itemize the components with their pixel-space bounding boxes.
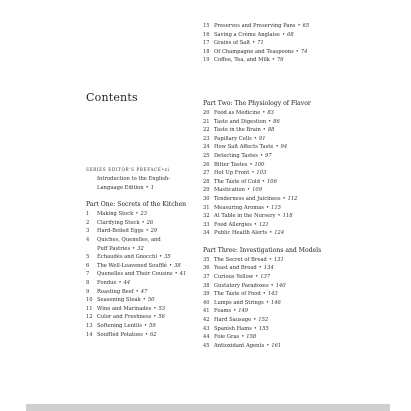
separator-dot: • [145,184,149,191]
chapter-number: 35 [203,256,210,263]
toc-entry [86,253,206,262]
chapter-title: Yeast and Bread [214,265,257,272]
toc-entry [203,229,383,238]
page-number: 103 [256,170,267,177]
separator-dot: • [143,322,148,329]
page-number: 62 [150,331,157,338]
chapter-title: Color and Freshness [97,314,152,321]
intro-entry-line1 [86,175,206,184]
chapter-title: Hot Up Front [214,170,250,177]
chapter-title: Food as Medicine [214,109,261,116]
chapter-title: Preserves and Preserving Pans [214,23,296,29]
chapter-number: 12 [86,314,93,321]
chapter-number: 38 [203,282,210,289]
chapter-number: 41 [203,308,210,315]
chapter-number: 3 [86,228,90,235]
toc-entry [203,126,383,135]
page-number: 115 [271,204,281,211]
page-number: 41 [179,271,187,278]
page-number: 140 [275,282,286,289]
separator-dot: • [269,230,273,237]
separator-dot: • [268,118,272,125]
chapter-title: Taste in the Brain [214,127,261,134]
page-number: 109 [252,187,262,194]
separator-dot: • [142,297,146,304]
page-number: 94 [280,144,288,151]
toc-entry [203,307,383,316]
separator-dot: • [145,228,149,235]
separator-dot: • [262,127,266,134]
separator-dot: • [118,279,122,286]
toc-entry [203,342,383,351]
page-number: 97 [265,152,272,159]
separator-dot: • [277,213,281,220]
separator-dot: • [282,31,286,38]
page-number: 32 [137,245,144,252]
page-number: 44 [123,279,131,286]
chapter-number: 28 [203,178,210,185]
separator-dot: • [132,245,136,252]
intro-entry-line2 [86,184,206,193]
separator-dot: • [282,195,286,202]
toc-entry [203,333,383,342]
chapter-number: 15 [203,23,210,29]
page-number: 76 [276,57,284,64]
page-number: 118 [282,213,293,220]
chapter-number: 4 [86,236,90,243]
separator-dot: • [253,325,257,332]
separator-dot: • [271,57,275,64]
series-preface-page: xi [164,167,170,172]
separator-dot: • [259,152,264,159]
toc-entry [86,331,206,340]
toc-entry [203,212,383,221]
chapter-title: Wine and Marinades [97,305,152,312]
separator-dot: • [252,40,256,47]
chapter-number: 22 [203,127,210,134]
chapter-number: 10 [86,297,93,304]
toc-entry [203,186,383,195]
page-number: 131 [273,256,284,263]
contents-left-column [86,166,206,339]
toc-entry [86,313,206,322]
page-number: 38 [174,262,181,269]
chapter-title: Mastication [214,187,246,194]
chapter-number: 45 [203,342,210,349]
separator-dot: • [249,161,253,168]
contents-right-column [203,22,383,350]
page-number: 56 [158,314,165,321]
toc-entry [203,256,383,265]
chapter-title: Hard Sausage [214,317,252,324]
chapter-title: Of Champagne and Teaspoons [214,48,294,55]
intro-text-line1: Introduction to the English- [97,176,171,182]
page-number: 68 [287,31,294,38]
chapter-title: Softening Lentils [97,322,142,329]
separator-dot: • [253,135,257,142]
page-number: 53 [158,305,166,312]
page-number: 74 [300,48,308,55]
separator-dot: • [161,167,165,172]
page-number: 134 [263,265,274,272]
separator-dot: • [258,265,262,272]
page-number: 158 [246,334,257,341]
chapter-title: Quenelles and Their Cousins [97,271,173,278]
chapter-number: 7 [86,271,90,278]
toc-entry [203,264,383,273]
toc-entry [86,279,206,288]
toc-entry [203,178,383,187]
separator-dot: • [247,187,251,194]
chapter-number: 34 [203,230,210,237]
toc-entry [86,262,206,271]
chapter-number: 19 [203,57,210,64]
series-preface-entry [86,166,206,174]
chapter-title: The Well-Leavened Soufflé [97,262,167,269]
separator-dot: • [135,288,139,295]
intro-page: 1 [150,184,155,191]
toc-entry [86,305,206,314]
toc-entry [203,56,383,65]
separator-dot: • [295,48,299,55]
page-number: 124 [274,230,285,237]
separator-dot: • [262,109,266,116]
toc-entry [203,299,383,308]
chapter-title: Tenderness and Juiciness [214,195,281,202]
separator-dot: • [251,170,255,177]
separator-dot: • [169,262,173,269]
toc-entry [203,48,383,57]
page-number: 59 [149,322,156,329]
separator-dot: • [135,211,139,218]
chapter-number: 9 [86,288,90,295]
toc-entry [203,273,383,282]
page-number: 155 [258,325,269,332]
chapter-title: Quiches, Quenelles, and [97,236,161,243]
chapter-number: 27 [203,170,210,177]
separator-dot: • [255,274,259,281]
chapter-title: Food Allergies [214,221,252,228]
toc-entry [203,169,383,178]
separator-dot: • [265,204,270,211]
page-number: 137 [260,274,271,281]
chapter-number: 37 [203,274,210,281]
part-one-entry-list [86,210,206,339]
chapter-number: 30 [203,195,210,202]
separator-dot: • [262,291,266,298]
chapter-number: 36 [203,265,210,272]
chapter-title: Coffee, Tea, and Milk [214,57,270,64]
toc-entry [203,152,383,161]
part-one-heading: Part One: Secrets of the Kitchen [86,201,187,209]
page-number: 112 [287,195,298,202]
page-number: 161 [271,342,282,349]
part-one-continued-list [203,22,383,65]
separator-dot: • [153,305,157,312]
separator-dot: • [253,317,257,324]
toc-entry [86,270,206,279]
separator-dot: • [266,342,270,349]
chapter-number: 14 [86,331,93,338]
chapter-title: Seasoning Steak [97,297,141,304]
page-number: 152 [258,317,269,324]
separator-dot: • [268,256,272,263]
separator-dot: • [153,314,157,321]
chapter-number: 42 [203,317,210,324]
toc-entry [203,221,383,230]
toc-entry [203,290,383,299]
separator-dot: • [297,23,301,29]
chapter-title: Lumps and Strings [214,299,264,306]
chapter-number: 39 [203,291,210,298]
toc-entry [203,22,383,31]
chapter-title: Saving a Crème Anglaise [214,31,280,38]
chapter-title: The Taste of Food [214,291,261,298]
page-number: 100 [254,161,265,168]
separator-dot: • [275,144,279,151]
toc-entry [203,316,383,325]
chapter-title: The Secret of Bread [214,256,267,263]
chapter-number: 11 [86,305,93,312]
chapter-title: Fondue [97,279,117,286]
chapter-title: Clarifying Stock [97,219,140,226]
part-two-entry-list [203,109,383,238]
toc-entry [86,227,206,236]
chapter-title: Detecting Tastes [214,152,258,159]
page-number: 35 [164,254,171,261]
page-number: 106 [266,178,277,185]
chapter-number: 21 [203,118,210,125]
chapter-number: 2 [86,219,90,226]
chapter-number: 31 [203,204,210,211]
page-title: Contents [86,91,138,104]
toc-entry [86,322,206,331]
chapter-title: Taste and Digestion [214,118,267,125]
page-number: 143 [267,291,278,298]
chapter-number: 25 [203,152,210,159]
chapter-title: Curious Yellow [214,274,254,281]
chapter-title: Grains of Salt [214,40,251,47]
chapter-number: 23 [203,135,210,142]
page-number: 47 [140,288,148,295]
chapter-title: At Table in the Nursery [214,213,276,220]
toc-entry [203,118,383,127]
separator-dot: • [233,308,237,315]
toc-entry [86,219,206,228]
chapter-number: 32 [203,213,210,220]
part-three-heading: Part Three: Investigations and Models [203,246,322,254]
page-number: 83 [267,109,274,116]
chapter-title: Measuring Aromas [214,204,264,211]
chapter-number: 26 [203,161,210,168]
page-number: 91 [258,135,266,142]
toc-entry [203,282,383,291]
chapter-title: Antioxidant Agents [214,342,265,349]
page-number: 29 [150,228,158,235]
toc-entry [86,210,206,219]
toc-entry [203,109,383,118]
chapter-title: Puff Pastries [97,245,131,252]
chapter-title: Foams [214,308,232,315]
chapter-number: 18 [203,48,210,55]
separator-dot: • [144,331,148,338]
toc-entry [203,143,383,152]
chapter-title: Foie Gras [214,334,240,341]
toc-entry [203,161,383,170]
toc-entry [86,288,206,297]
part-three-entry-list [203,256,383,351]
separator-dot: • [261,178,265,185]
chapter-title: Bitter Tastes [214,161,248,168]
chapter-number: 16 [203,31,210,38]
page-number: 71 [257,40,264,47]
page-number: 23 [140,211,147,218]
toc-entry [86,245,206,254]
chapter-number: 17 [203,40,210,47]
separator-dot: • [141,219,145,226]
toc-entry [203,204,383,213]
chapter-title: Papillary Cells [214,135,252,142]
chapter-number: 29 [203,187,210,194]
chapter-title: Souffléd Potatoes [97,331,143,338]
chapter-number: 40 [203,299,210,306]
separator-dot: • [174,271,178,278]
page-number: 121 [258,221,269,228]
page-bottom-bar [26,404,390,411]
separator-dot: • [270,282,274,289]
separator-dot: • [265,299,269,306]
page-number: 50 [147,297,155,304]
page-number: 65 [302,23,310,29]
separator-dot: • [159,254,163,261]
toc-entry [86,236,206,245]
page-number: 26 [146,219,154,226]
chapter-title: Hard-Boiled Eggs [97,228,144,235]
toc-entry [203,325,383,334]
chapter-number: 20 [203,109,210,116]
chapter-number: 6 [86,262,90,269]
chapter-title: Échaudés and Gnocchi [97,254,157,261]
toc-entry [203,39,383,48]
chapter-title: Roasting Beef [97,288,134,295]
toc-entry [203,31,383,40]
separator-dot: • [241,334,245,341]
chapter-number: 1 [86,211,90,218]
toc-entry [203,195,383,204]
intro-text-line2: Language Edition [97,184,144,191]
chapter-title: The Taste of Cold [214,178,260,185]
chapter-title: Spanish Hams [214,325,252,332]
part-two-heading: Part Two: The Physiology of Flavor [203,99,311,107]
chapter-number: 8 [86,279,90,286]
chapter-number: 13 [86,322,93,329]
page-number: 88 [267,127,275,134]
chapter-number: 33 [203,221,210,228]
chapter-title: Public Health Alerts [214,230,268,237]
separator-dot: • [253,221,257,228]
chapter-number: 44 [203,334,210,341]
chapter-title: Making Stock [97,211,134,218]
chapter-title: How Salt Affects Taste [214,144,274,151]
series-preface-label: SERIES EDITOR'S PREFACE [86,167,162,172]
chapter-number: 24 [203,144,210,151]
page-number: 146 [270,299,281,306]
chapter-title: Gustatory Paradoxes [214,282,269,289]
toc-entry [86,296,206,305]
page-number: 86 [273,118,280,125]
page-number: 149 [238,308,249,315]
chapter-number: 43 [203,325,210,332]
chapter-number: 5 [86,254,90,261]
toc-entry [203,135,383,144]
